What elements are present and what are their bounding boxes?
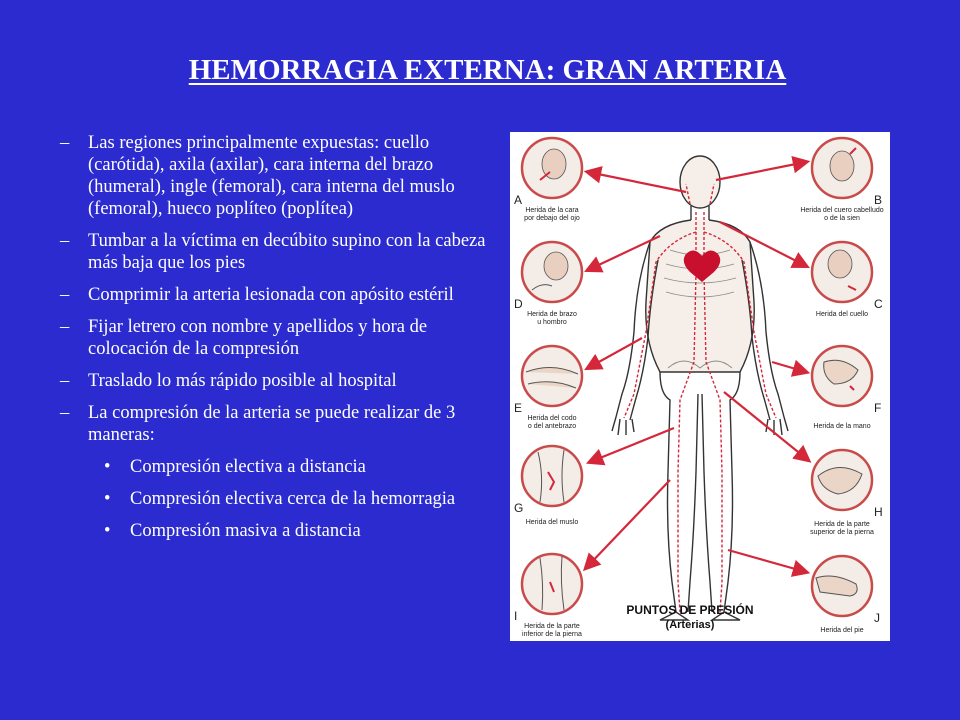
body-figure: [612, 156, 788, 620]
list-item-text: La compresión de la arteria se puede realizar de 3 maneras:: [88, 403, 456, 445]
list-item: [60, 316, 500, 360]
figure-title: PUNTOS DE PRESIÓN: [626, 603, 754, 617]
inset-caption: Herida del muslo: [525, 519, 579, 526]
dot-bullet: •: [104, 457, 111, 477]
inset-caption: por debajo del ojo: [524, 215, 580, 222]
inset-j: [812, 556, 880, 634]
sub-list-item-text: Compresión masiva a distancia: [130, 521, 361, 541]
dash-bullet: –: [60, 231, 70, 251]
slide-title: HEMORRAGIA EXTERNA: GRAN ARTERIA: [188, 54, 787, 86]
inset-caption: Herida de la parte: [814, 521, 870, 528]
inset-c: [812, 242, 883, 318]
inset-letter: H: [874, 505, 883, 519]
inset-h: [810, 450, 883, 536]
bullet-list: [60, 132, 500, 552]
inset-caption: Herida de la cara: [525, 207, 579, 214]
inset-caption: o de la sien: [824, 215, 860, 222]
dot-bullet: •: [104, 489, 111, 509]
list-item: [60, 230, 500, 274]
dash-bullet: –: [60, 285, 70, 305]
inset-a: [514, 138, 582, 222]
inset-i: [514, 554, 582, 638]
sub-list-item-text: Compresión electiva cerca de la hemorragia: [130, 489, 456, 509]
list-item-text: Las regiones principalmente expuestas: cuello (carótida), axila (axilar), cara interna del brazo (humeral), ingle (femoral), cara interna del muslo (femoral), hueco poplíteo (poplítea): [88, 133, 455, 219]
inset-caption: Herida del codo: [527, 415, 577, 422]
inset-e: [514, 346, 582, 430]
inset-letter: B: [874, 193, 883, 207]
inset-f: [812, 346, 881, 430]
figure-subtitle: (Arterias): [665, 619, 715, 631]
dash-bullet: –: [60, 317, 70, 337]
inset-g: [514, 446, 582, 526]
inset-caption: u hombro: [537, 319, 567, 326]
sub-list-item-text: Compresión electiva a distancia: [130, 457, 366, 477]
list-item: [60, 402, 500, 446]
list-item-text: Traslado lo más rápido posible al hospital: [88, 371, 397, 391]
inset-b: [800, 138, 883, 222]
dot-bullet: •: [104, 521, 111, 541]
inset-letter: C: [874, 297, 883, 311]
list-item: [60, 132, 500, 220]
inset-caption: superior de la pierna: [810, 529, 874, 536]
inset-letter: I: [514, 609, 518, 623]
sub-list-item: [60, 456, 500, 478]
inset-caption: Herida de la parte: [524, 623, 580, 630]
list-item-text: Comprimir la arteria lesionada con apósito estéril: [88, 285, 454, 305]
inset-caption: Herida del cuero cabelludo: [800, 207, 884, 214]
dash-bullet: –: [60, 133, 70, 153]
dash-bullet: –: [60, 403, 70, 423]
dash-bullet: –: [60, 371, 70, 391]
inset-letter: J: [874, 611, 880, 625]
inset-d: [514, 242, 582, 326]
inset-caption: Herida del cuello: [815, 311, 869, 318]
pressure-points-figure: [510, 132, 890, 641]
inset-letter: A: [514, 193, 523, 207]
list-item: [60, 370, 500, 392]
inset-letter: G: [514, 501, 524, 515]
inset-caption: inferior de la pierna: [522, 631, 582, 638]
inset-letter: F: [874, 401, 882, 415]
inset-caption: Herida de la mano: [813, 423, 871, 430]
list-item: [60, 284, 500, 306]
sub-list-item: [60, 520, 500, 542]
inset-letter: E: [514, 401, 523, 415]
pressure-points-illustration: [510, 132, 890, 641]
list-item-text: Tumbar a la víctima en decúbito supino con la cabeza más baja que los pies: [88, 231, 486, 273]
inset-letter: D: [514, 297, 523, 311]
inset-caption: o del antebrazo: [527, 423, 577, 430]
list-item-text: Fijar letrero con nombre y apellidos y hora de colocación de la compresión: [88, 317, 428, 359]
inset-caption: Herida de brazo: [527, 311, 577, 318]
sub-list-item: [60, 488, 500, 510]
inset-caption: Herida del pie: [820, 627, 864, 634]
